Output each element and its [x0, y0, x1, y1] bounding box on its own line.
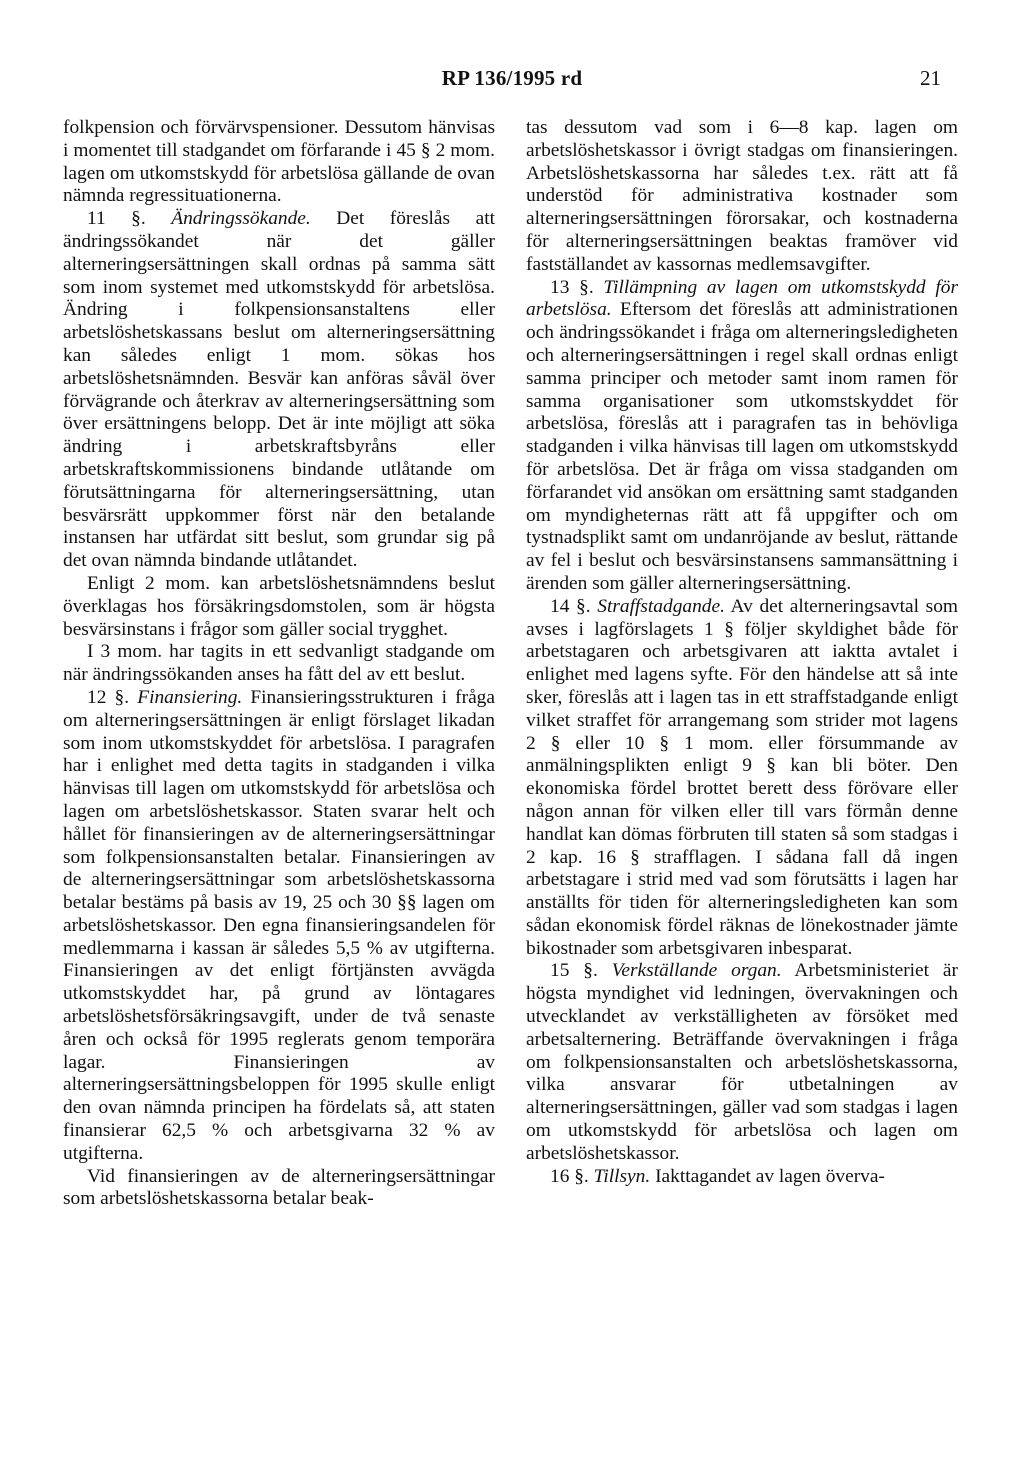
section-title: Ändringssökande. [171, 208, 311, 230]
right-column [526, 117, 958, 1188]
section-title: Tillämpning av lagen om utkomstskydd för arbetslösa. [526, 276, 958, 321]
section-title: Tillsyn. [593, 1165, 651, 1187]
paragraph-text: Iakttagandet av lagen överva- [650, 1165, 885, 1187]
paragraph-text: Det föreslås att ändringssökandet när det gäller alterneringsersättningen skall ordnas på samma sätt som inom systemet med utkomstskydd för arbetslösa. Ändring i folkpensionsanstaltens eller arbetslöshetskassans beslut om alterneringsersättning kan således enligt 1 mom. sökas hos arbetslöshetsnämnden. Besvär kan anföras såväl över förvägrande och återkrav av alterneringsersättning som över ersättningens belopp. Det är inte möjligt att söka ändring i arbetskraftsbyråns eller arbetskraftskommissionens bindande utlåtande om förutsättningarna för alterneringsersättning, utan besvärsrätt uppkommer först när den betalande instansen har utfärdat sitt beslut, som grundar sig på det ovan nämnda bindande utlåtandet. [63, 208, 495, 572]
paragraph-text: Eftersom det föreslås att administrationen och ändringssökandet i fråga om alterneringsledigheten och alterneringsersättningen i regel skall ordnas enligt samma principer och metoder samt inom ramen för samma organisationer som utkomstskyddet för arbetslösa, föreslås att i paragrafen tas in behövliga stadganden i vilka hänvisas till lagen om utkomstskydd för arbetslösa. Det är fråga om vissa stadganden om förfarandet vid ansökan om ersättning samt stadganden om myndigheternas rätt att få uppgifter och om tystnadsplikt samt om undanröjande av beslut, rättande av fel i beslut och besvärsinstansens sammansättning i ärenden som gäller alterneringsersättning. [526, 299, 958, 594]
section-number: 16 §. [550, 1165, 594, 1187]
paragraph-text: Finansieringsstrukturen i fråga om alterneringsersättningen är enligt förslaget likadan som inom utkomstskyddet för arbetslösa. I paragrafen har i enlighet med detta tagits in stadganden i vilka hänvisas till lagen om utkomstskydd för arbetslösa och lagen om arbetslöshetskassor. Staten svarar helt och hållet för finansieringen av de alterneringsersättningar som folkpensionsanstalten betalar. Finansieringen av de alterneringsersättningar som arbetslöshetskassorna betalar bestäms på basis av 19, 25 och 30 §§ lagen om arbetslöshetskassor. Den egna finansieringsandelen för medlemmarna i kassan är således 5,5 % av utgifterna. Finansieringen av det enligt förtjänsten avvägda utkomstskyddet har, på grund av löntagares arbetslöshetsförsäkringsavgift, under de två senaste åren och också för 1995 reglerats genom temporära lagar. Finansieringen av alterneringsersättningsbeloppen för 1995 skulle enligt den ovan nämnda principen ha fördelats så, att staten finansierar 62,5 % och arbetsgivarna 32 % av utgifterna. [63, 686, 495, 1164]
paragraph-i-3-mom [63, 641, 495, 687]
left-column [63, 117, 495, 1211]
section-title: Finansiering. [137, 686, 243, 708]
paragraph-text: I 3 mom. har tagits in ett sedvanligt stadgande om när ändringssökanden anses ha fått del av ett beslut. [63, 641, 495, 686]
paragraph-text: folkpension och förvärvspensioner. Dessutom hänvisas i momentet till stadgandet om förfarande i 45 § 2 mom. lagen om utkomstskydd för arbetslösa gällande de ovan nämnda regressituationerna. [63, 117, 495, 207]
section-13-tillampning [526, 277, 958, 596]
paragraph-text: tas dessutom vad som i 6—8 kap. lagen om arbetslöshetskassor i övrigt stadgas om finansieringen. Arbetslöshetskassorna har således t.ex. rätt att få understöd för administrativa kostnader som alterneringsersättningen förorsakar, och kostnaderna för alterneringsersättningen beaktas framöver vid fastställandet av kassornas medlemsavgifter. [526, 117, 958, 275]
section-number: 14 §. [550, 595, 598, 617]
running-title: RP 136/1995 rd [441, 66, 583, 90]
section-14-straffstadgande [526, 596, 958, 961]
page-number: 21 [920, 66, 941, 90]
section-11-andringssokande [63, 208, 495, 573]
paragraph-tas-dessutom [526, 117, 958, 277]
section-title: Verkställande organ. [611, 960, 782, 982]
section-number: 13 §. [550, 276, 604, 298]
paragraph-text: Vid finansieringen av de alterneringsersättningar som arbetslöshetskassorna betalar beak- [63, 1165, 495, 1210]
paragraph-folkpension [63, 117, 495, 208]
paragraph-text: Av det alterneringsavtal som avses i lagförslagets 1 § följer skyldighet både för arbetstagaren och arbetsgivaren att iaktta avtalet i enlighet med lagens syfte. För den händelse att så inte sker, föreslås att i lagen tas in ett straffstadgande enligt vilket straffet för arrangemang som strider mot lagens 2 § eller 10 § 1 mom. eller försummande av anmälningsplikten enligt 9 § kan bli böter. Den ekonomiska fördel brottet berett dess förövare eller någon annan för vilken eller till vars förmån denne handlat kan dömas förbruten till staten så som stadgas i 2 kap. 16 § strafflagen. I sådana fall då ingen arbetstagare i strid med vad som förutsätts i lagen har anställts för tiden för alterneringsledigheten kan som sådan ekonomisk fördel räknas de lönekostnader jämte bikostnader som arbetsgivaren inbesparat. [526, 595, 958, 959]
paragraph-vid-finansieringen [63, 1166, 495, 1212]
page-header [0, 66, 1024, 96]
section-number: 11 §. [87, 208, 172, 230]
paragraph-text: Arbetsministeriet är högsta myndighet vid ledningen, övervakningen och utvecklandet av verkställigheten av försöket med arbetsalternering. Beträffande övervakningen i fråga om folkpensionsanstalten och arbetslöshetskassorna, vilka ansvarar för utbetalningen av alterneringsersättningen, gäller vad som stadgas i lagen om utkomstskydd för arbetslösa och lagen om arbetslöshetskassor. [526, 960, 958, 1164]
section-title: Straffstadgande. [597, 595, 725, 617]
section-16-tillsyn [526, 1166, 958, 1189]
paragraph-text: Enligt 2 mom. kan arbetslöshetsnämndens beslut överklagas hos försäkringsdomstolen, som är högsta besvärsinstans i frågor som gäller social trygghet. [63, 572, 495, 640]
section-number: 12 §. [87, 686, 138, 708]
section-12-finansiering [63, 687, 495, 1166]
section-number: 15 §. [550, 960, 612, 982]
paragraph-enligt-2-mom [63, 573, 495, 641]
section-15-verkstallande-organ [526, 960, 958, 1165]
